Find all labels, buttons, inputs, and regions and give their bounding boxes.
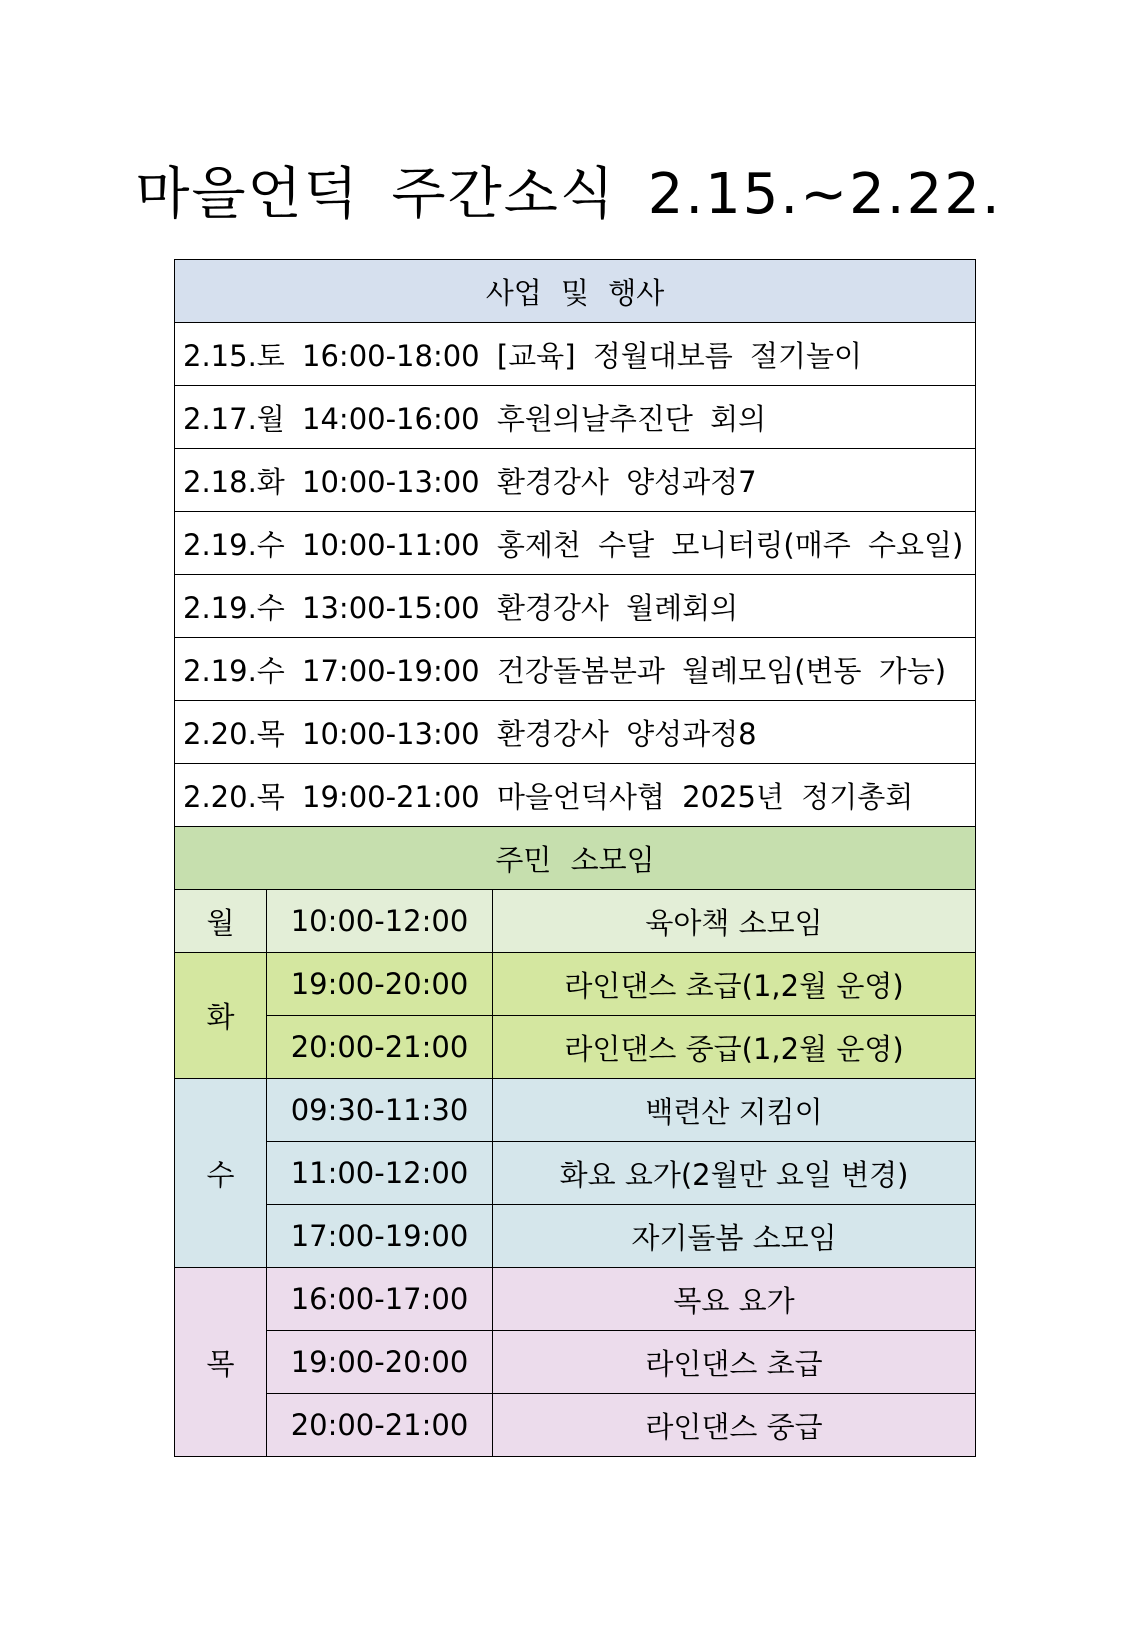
group-row — [175, 1016, 976, 1079]
event-row — [175, 764, 976, 827]
group-name-cell: 라인댄스 초급(1,2월 운영) — [493, 953, 976, 1016]
event-item: 2.17.월 14:00-16:00 후원의날추진단 회의 — [175, 386, 976, 449]
event-row — [175, 512, 976, 575]
time-cell: 17:00-19:00 — [267, 1205, 493, 1268]
group-name-cell: 육아책 소모임 — [493, 890, 976, 953]
time-cell: 16:00-17:00 — [267, 1268, 493, 1331]
group-name-cell: 라인댄스 중급(1,2월 운영) — [493, 1016, 976, 1079]
group-name-cell: 라인댄스 초급 — [493, 1331, 976, 1394]
group-row — [175, 890, 976, 953]
group-row — [175, 1142, 976, 1205]
event-row — [175, 323, 976, 386]
events-header: 사업 및 행사 — [175, 260, 976, 323]
groups-header: 주민 소모임 — [175, 827, 976, 890]
group-name-cell: 자기돌봄 소모임 — [493, 1205, 976, 1268]
group-row — [175, 1268, 976, 1331]
time-cell: 20:00-21:00 — [267, 1394, 493, 1457]
page-title: 마을언덕 주간소식 2.15.~2.22. — [135, 162, 1002, 227]
events-header-row — [175, 260, 976, 323]
day-cell-mon: 월 — [175, 890, 267, 953]
time-cell: 10:00-12:00 — [267, 890, 493, 953]
event-row — [175, 386, 976, 449]
group-row — [175, 1079, 976, 1142]
day-cell-tue: 화 — [175, 953, 267, 1079]
group-row — [175, 1331, 976, 1394]
event-item: 2.19.수 13:00-15:00 환경강사 월례회의 — [175, 575, 976, 638]
group-row — [175, 1205, 976, 1268]
group-name-cell: 화요 요가(2월만 요일 변경) — [493, 1142, 976, 1205]
event-item: 2.19.수 17:00-19:00 건강돌봄분과 월례모임(변동 가능) — [175, 638, 976, 701]
time-cell: 19:00-20:00 — [267, 1331, 493, 1394]
day-cell-thu: 목 — [175, 1268, 267, 1457]
event-row — [175, 638, 976, 701]
groups-header-row — [175, 827, 976, 890]
group-row — [175, 1394, 976, 1457]
time-cell: 09:30-11:30 — [267, 1079, 493, 1142]
group-name-cell: 목요 요가 — [493, 1268, 976, 1331]
event-row — [175, 449, 976, 512]
time-cell: 19:00-20:00 — [267, 953, 493, 1016]
time-cell: 20:00-21:00 — [267, 1016, 493, 1079]
day-cell-wed: 수 — [175, 1079, 267, 1268]
event-row — [175, 575, 976, 638]
event-item: 2.20.목 19:00-21:00 마을언덕사협 2025년 정기총회 — [175, 764, 976, 827]
group-name-cell: 백련산 지킴이 — [493, 1079, 976, 1142]
group-row — [175, 953, 976, 1016]
event-item: 2.15.토 16:00-18:00 [교육] 정월대보름 절기놀이 — [175, 323, 976, 386]
schedule-table — [174, 259, 976, 1457]
group-name-cell: 라인댄스 중급 — [493, 1394, 976, 1457]
event-item: 2.18.화 10:00-13:00 환경강사 양성과정7 — [175, 449, 976, 512]
time-cell: 11:00-12:00 — [267, 1142, 493, 1205]
event-item: 2.20.목 10:00-13:00 환경강사 양성과정8 — [175, 701, 976, 764]
event-row — [175, 701, 976, 764]
event-item: 2.19.수 10:00-11:00 홍제천 수달 모니터링(매주 수요일) — [175, 512, 976, 575]
